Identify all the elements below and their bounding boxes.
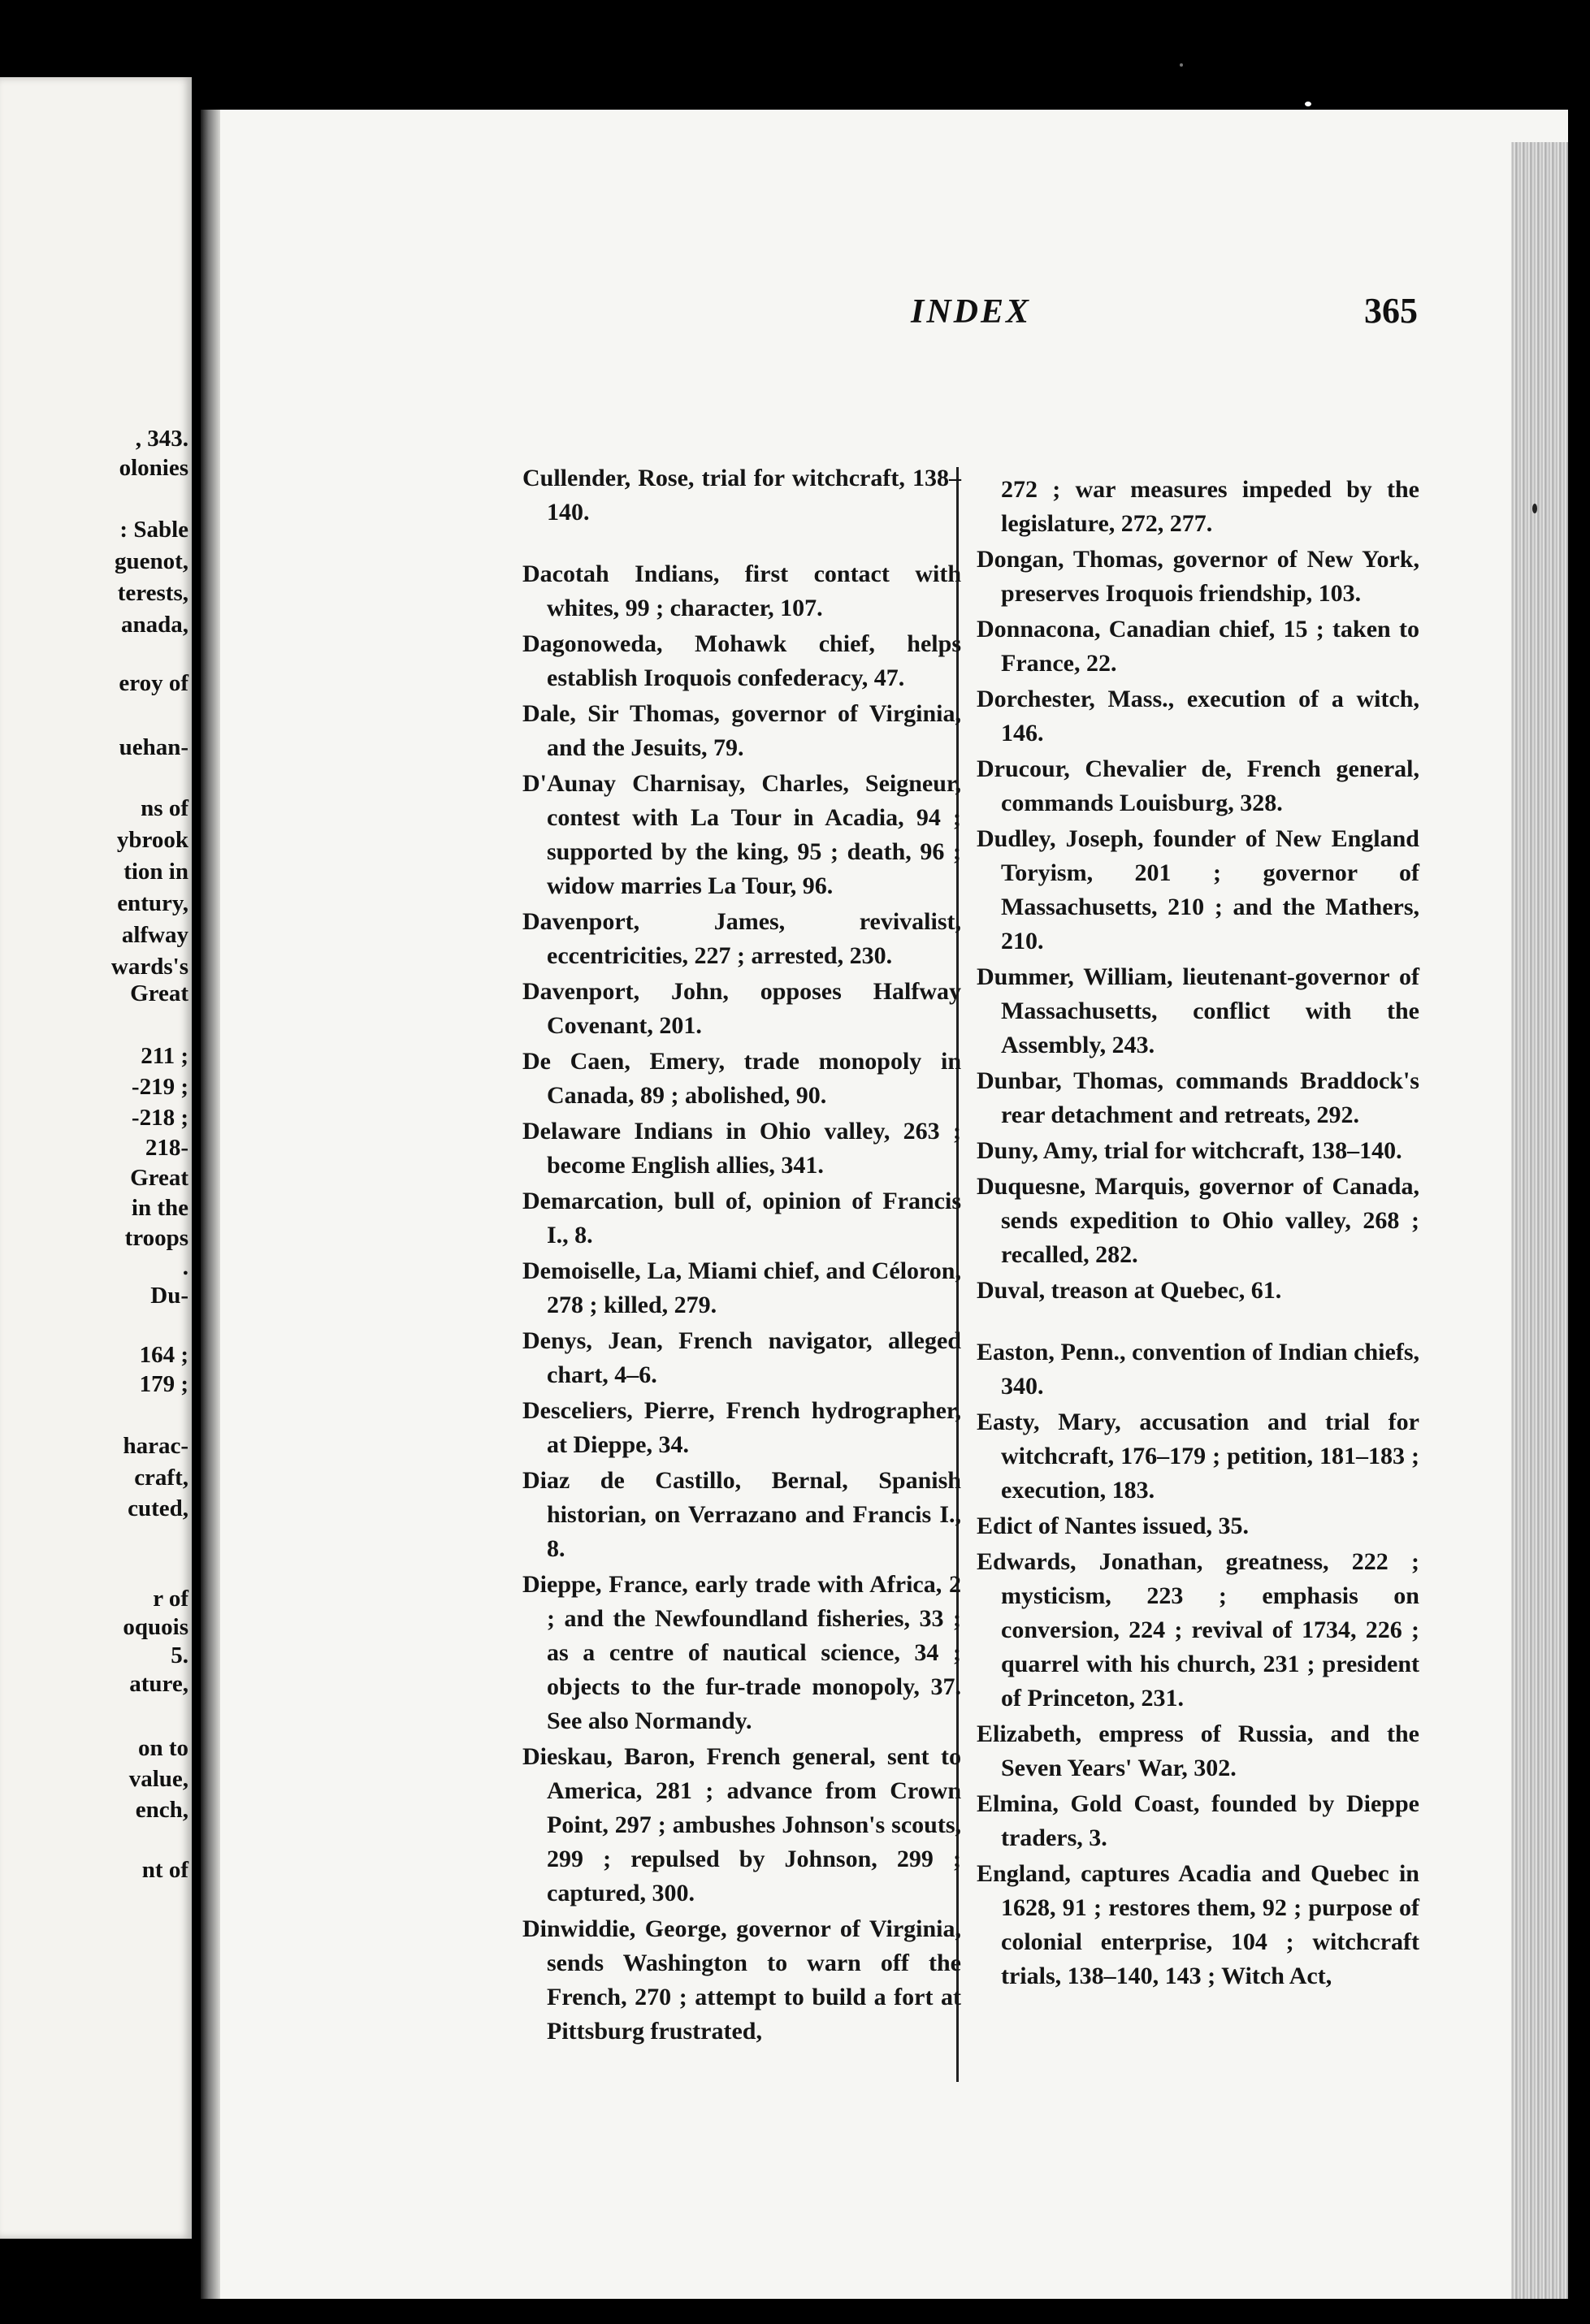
- index-entry: Donnacona, Canadian chief, 15 ; taken to France, 22.: [977, 616, 1419, 677]
- left-page-fragment: wards's: [110, 954, 188, 980]
- index-entry: Dunbar, Thomas, commands Braddock's rear detachment and retreats, 292.: [977, 1067, 1419, 1128]
- left-page-fragment: harac-: [123, 1433, 188, 1459]
- left-page-fragment: uehan-: [119, 734, 188, 760]
- index-column-left: [522, 461, 961, 2050]
- left-page-fragment: .: [182, 1254, 188, 1280]
- left-page-fragment: nt of: [141, 1857, 188, 1883]
- left-page-fragment: anada,: [120, 612, 188, 638]
- left-page-fragment: alfway: [121, 922, 188, 948]
- index-entry: D'Aunay Charnisay, Charles, Seigneur, contest with La Tour in Acadia, 94 ; supported by the king, 95 ; death, 96 ; widow marries La Tour, 96.: [522, 770, 961, 899]
- left-page-fragment: ybrook: [116, 827, 188, 853]
- scan-speck: [1180, 63, 1183, 67]
- index-entry: Easty, Mary, accusation and trial for witchcraft, 176–179 ; petition, 181–183 ; execution, 183.: [977, 1409, 1419, 1504]
- left-page-fragment: r of: [153, 1586, 188, 1612]
- index-entry: Dacotah Indians, first contact with whites, 99 ; character, 107.: [522, 560, 961, 621]
- index-entry: Dummer, William, lieutenant-governor of Massachusetts, conflict with the Assembly, 243.: [977, 963, 1419, 1058]
- left-page-fragment: value,: [128, 1766, 188, 1792]
- index-entry: Dudley, Joseph, founder of New England Toryism, 201 ; governor of Massachusetts, 210 ; and the Mathers, 210.: [977, 825, 1419, 954]
- index-entry: Dale, Sir Thomas, governor of Virginia, and the Jesuits, 79.: [522, 700, 961, 761]
- left-page-fragment: 5.: [171, 1642, 188, 1668]
- index-page: [201, 110, 1568, 2299]
- left-page-fragment: terests,: [117, 580, 188, 606]
- left-page-fragment: -218 ;: [131, 1105, 188, 1131]
- left-page-fragment: troops: [124, 1225, 188, 1251]
- index-entry: Duquesne, Marquis, governor of Canada, sends expedition to Ohio valley, 268 ; recalled, 282.: [977, 1173, 1419, 1268]
- index-entry: Edict of Nantes issued, 35.: [977, 1513, 1250, 1539]
- left-page-fragment: oquois: [123, 1614, 188, 1640]
- left-page-fragment: : Sable: [119, 517, 188, 543]
- left-page-fragment: in the: [131, 1195, 188, 1221]
- index-entry: Edwards, Jonathan, greatness, 222 ; mysticism, 223 ; emphasis on conversion, 224 ; revival of 1734, 226 ; quarrel with his church, 231 ; president of Princeton, 231.: [977, 1548, 1419, 1712]
- index-entry: Easton, Penn., convention of Indian chiefs, 340.: [977, 1339, 1419, 1400]
- left-page-fragment: entury,: [117, 890, 188, 916]
- previous-page-edge: [0, 77, 192, 2239]
- left-page-fragment: guenot,: [114, 548, 188, 574]
- page-number: 365: [1364, 291, 1418, 331]
- index-entry: Elizabeth, empress of Russia, and the Seven Years' War, 302.: [977, 1720, 1419, 1781]
- scan-speck: [1532, 504, 1537, 513]
- left-page-fragment: ns of: [141, 795, 188, 821]
- index-entry: Desceliers, Pierre, French hydrographer, at Dieppe, 34.: [522, 1397, 961, 1458]
- index-entry: Elmina, Gold Coast, founded by Dieppe traders, 3.: [977, 1790, 1419, 1851]
- index-entry: Davenport, James, revivalist, eccentricities, 227 ; arrested, 230.: [522, 908, 961, 969]
- left-page-fragment: on to: [137, 1735, 188, 1761]
- index-entry: Davenport, John, opposes Halfway Covenant, 201.: [522, 978, 961, 1039]
- index-column-right: [977, 473, 1419, 1995]
- left-page-fragment: , 343.: [135, 426, 188, 452]
- index-entry: De Caen, Emery, trade monopoly in Canada, 89 ; abolished, 90.: [522, 1048, 961, 1109]
- index-entry: England, captures Acadia and Quebec in 1628, 91 ; restores them, 92 ; purpose of colonial enterprise, 104 ; witchcraft trials, 138–140, 143 ; Witch Act,: [977, 1860, 1419, 1989]
- scan-speck: [1305, 102, 1311, 106]
- index-entry: Dongan, Thomas, governor of New York, preserves Iroquois friendship, 103.: [977, 546, 1419, 607]
- index-entry: Dieppe, France, early trade with Africa, 2 ; and the Newfoundland fisheries, 33 ; as a centre of nautical science, 34 ; objects to the fur-trade monopoly, 37. See also Normandy.: [522, 1571, 961, 1734]
- left-page-fragment: Du-: [150, 1283, 188, 1309]
- left-page-fragment: cuted,: [128, 1495, 188, 1521]
- left-page-fragment: Great: [130, 980, 188, 1006]
- index-entry: Dorchester, Mass., execution of a witch, 146.: [977, 686, 1419, 747]
- left-page-fragment: -219 ;: [131, 1074, 188, 1100]
- left-page-fragment: ench,: [135, 1797, 188, 1823]
- left-page-fragment: olonies: [119, 455, 188, 481]
- index-entry: Diaz de Castillo, Bernal, Spanish historian, on Verrazano and Francis I., 8.: [522, 1467, 961, 1562]
- index-entry: Demarcation, bull of, opinion of Francis I., 8.: [522, 1188, 961, 1249]
- page-stack-edge: [1511, 142, 1568, 2299]
- index-entry: Dieskau, Baron, French general, sent to America, 281 ; advance from Crown Point, 297 ; ambushes Johnson's scouts, 299 ; repulsed by Johnson, 299 ; captured, 300.: [522, 1743, 961, 1906]
- left-page-fragment: 179 ;: [139, 1371, 188, 1397]
- left-page-fragment: tion in: [123, 859, 188, 885]
- index-entry-continued: 272 ; war measures impeded by the legislature, 272, 277.: [1001, 476, 1419, 537]
- index-entry: Denys, Jean, French navigator, alleged chart, 4–6.: [522, 1327, 961, 1388]
- left-page-fragment: craft,: [134, 1465, 188, 1491]
- index-entry: Dinwiddie, George, governor of Virginia, sends Washington to warn off the French, 270 ; attempt to build a fort at Pittsburg frustrated,: [522, 1915, 961, 2045]
- index-entry: Delaware Indians in Ohio valley, 263 ; become English allies, 341.: [522, 1118, 961, 1179]
- index-entry: Duny, Amy, trial for witchcraft, 138–140.: [977, 1137, 1402, 1164]
- index-entry: Dagonoweda, Mohawk chief, helps establish Iroquois confederacy, 47.: [522, 630, 961, 691]
- index-entry: Drucour, Chevalier de, French general, commands Louisburg, 328.: [977, 755, 1419, 816]
- left-page-fragment: eroy of: [119, 670, 188, 696]
- index-entry: Duval, treason at Quebec, 61.: [977, 1277, 1282, 1304]
- left-page-fragment: Great: [130, 1165, 188, 1191]
- running-head: INDEX: [911, 293, 1032, 331]
- left-page-fragment: 211 ;: [141, 1043, 188, 1069]
- index-entry: Cullender, Rose, trial for witchcraft, 138–140.: [522, 465, 961, 526]
- left-page-fragment: 164 ;: [139, 1342, 188, 1368]
- index-entry: Demoiselle, La, Miami chief, and Céloron, 278 ; killed, 279.: [522, 1257, 961, 1318]
- left-page-fragment: ature,: [129, 1671, 188, 1697]
- left-page-fragment: 218-: [145, 1135, 188, 1161]
